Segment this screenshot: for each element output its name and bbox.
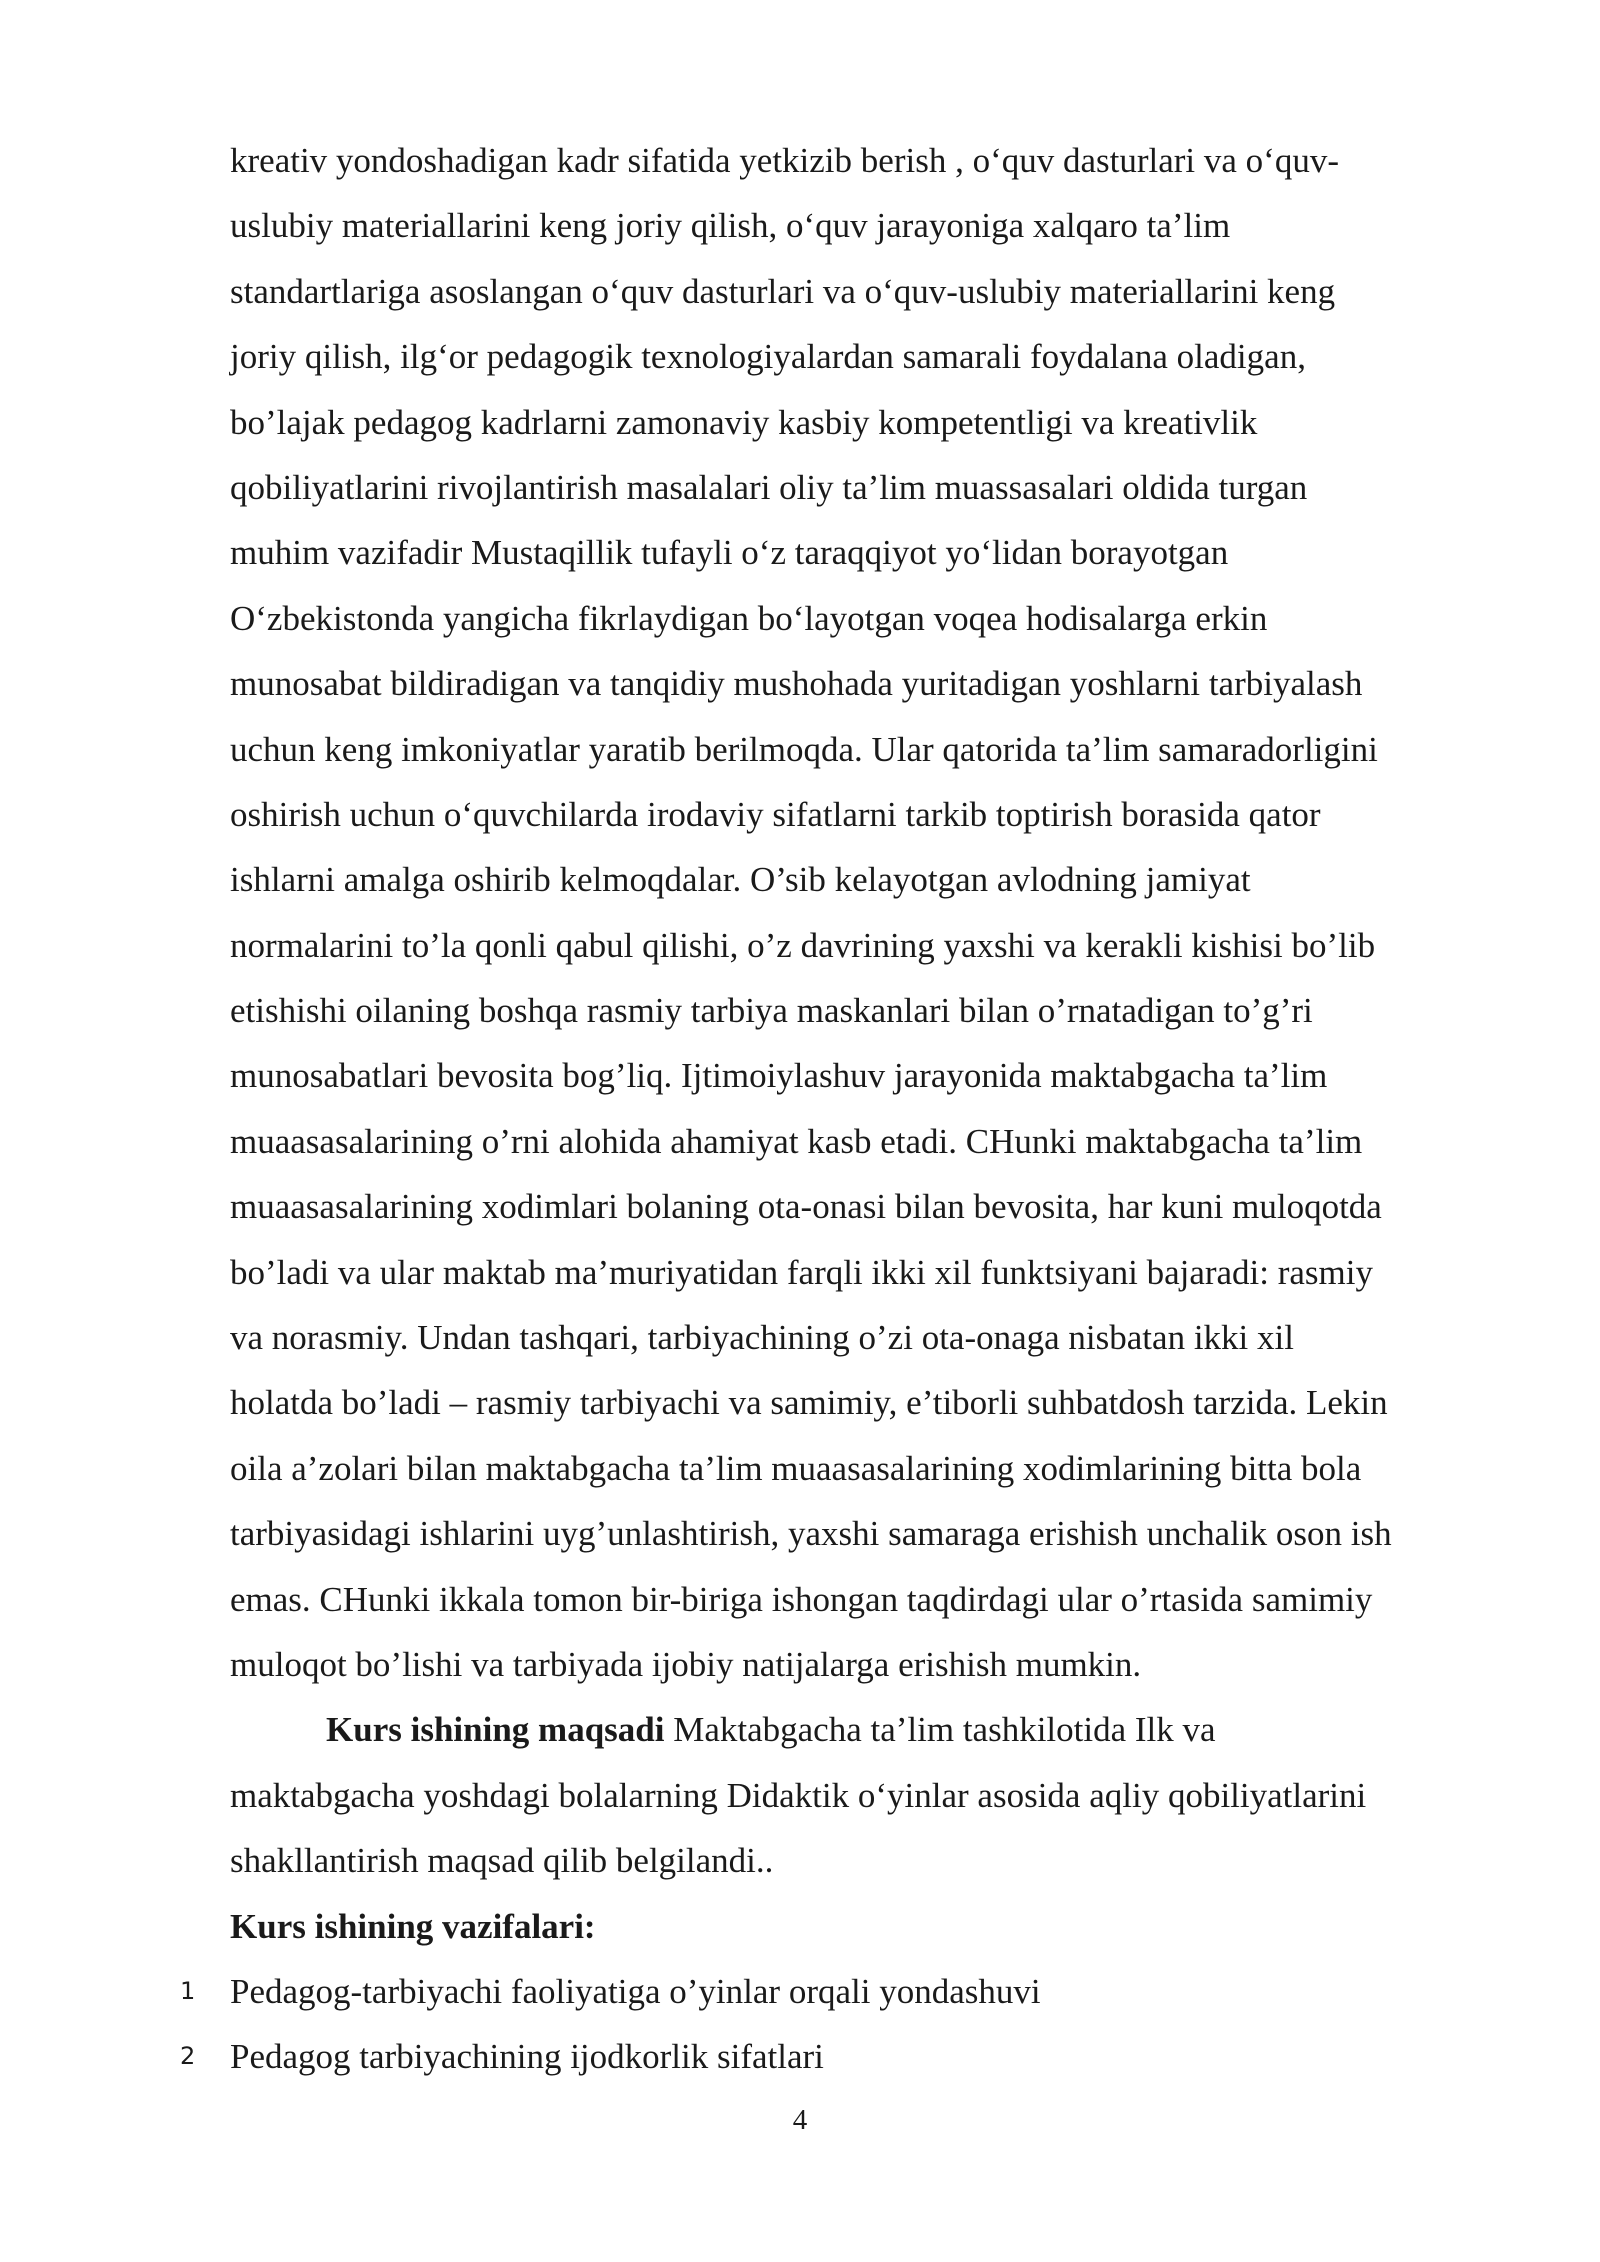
list-item-number: 1 [180,1976,196,2005]
list-item [180,1959,1490,2024]
tasks-heading: Kurs ishining vazifalari: [230,1906,596,1946]
paragraph-line: O‘zbekistonda yangicha fikrlaydigan bo‘layotgan voqea hodisalarga erkin [230,598,1268,638]
paragraph-line: joriy qilish, ilg‘or pedagogik texnologiyalardan samarali foydalana oladigan, [230,337,1306,377]
list-item-text: Pedagog tarbiyachining ijodkorlik sifatlari [230,2037,824,2077]
paragraph-line: standartlariga asoslangan o‘quv dasturlari va o‘quv-uslubiy materiallarini keng [230,271,1336,311]
goal-line: maktabgacha yoshdagi bolalarning Didaktik o‘yinlar asosida aqliy qobiliyatlarini [230,1775,1367,1815]
list-item-number: 2 [180,2042,196,2071]
paragraph-line: bo’lajak pedagog kadrlarni zamonaviy kasbiy kompetentligi va kreativlik [230,402,1258,442]
paragraph-line: oila a’zolari bilan maktabgacha ta’lim muaasasalarining xodimlarining bitta bola [230,1448,1362,1488]
paragraph-line: muaasasalarining xodimlari bolaning ota-onasi bilan bevosita, har kuni muloqotda [230,1187,1382,1227]
paragraph-line: holatda bo’ladi – rasmiy tarbiyachi va samimiy, e’tiborli suhbatdosh tarzida. Lekin [230,1383,1388,1423]
paragraph-line: ishlarni amalga oshirib kelmoqdalar. O’sib kelayotgan avlodning jamiyat [230,860,1251,900]
list-item-text: Pedagog-tarbiyachi faoliyatiga o’yinlar orqali yondashuvi [230,1971,1041,2011]
goal-paragraph [230,1697,1490,1893]
paragraph-line: emas. CHunki ikkala tomon bir-biriga ishongan taqdirdagi ular o’rtasida samimiy [230,1579,1373,1619]
paragraph-line: qobiliyatlarini rivojlantirish masalalari oliy ta’lim muassasalari oldida turgan [230,467,1308,507]
paragraph-line: normalarini to’la qonli qabul qilishi, o’z davrining yaxshi va kerakli kishisi bo’lib [230,925,1376,965]
paragraph-line: muloqot bo’lishi va tarbiyada ijobiy natijalarga erishish mumkin. [230,1644,1142,1684]
paragraph-line: kreativ yondoshadigan kadr sifatida yetkizib berish , o‘quv dasturlari va o‘quv- [230,141,1339,180]
paragraph-line: etishishi oilaning boshqa rasmiy tarbiya maskanlari bilan o’rnatadigan to’g’ri [230,991,1313,1031]
paragraph-line: uchun keng imkoniyatlar yaratib berilmoqda. Ular qatorida ta’lim samaradorligini [230,729,1378,769]
paragraph-line: va norasmiy. Undan tashqari, tarbiyachining o’zi ota-onaga nisbatan ikki xil [230,1318,1294,1358]
goal-text: Maktabgacha ta’lim tashkilotida Ilk va [664,1710,1216,1750]
paragraph-line: uslubiy materiallarini keng joriy qilish, o‘quv jarayoniga xalqaro ta’lim [230,206,1231,246]
main-paragraph [230,128,1490,1697]
document-body [180,128,1490,2090]
list-item [180,2024,1490,2089]
page-number: 4 [792,2104,808,2136]
paragraph-line: munosabat bildiradigan va tanqidiy mushohada yuritadigan yoshlarni tarbiyalash [230,664,1363,704]
goal-label: Kurs ishining maqsadi [326,1710,665,1750]
paragraph-line: tarbiyasidagi ishlarini uyg’unlashtirish, yaxshi samaraga erishish unchalik oson ish [230,1514,1392,1554]
goal-first-line [230,1697,1490,1762]
paragraph-line: muhim vazifadir Mustaqillik tufayli o‘z taraqqiyot yo‘lidan borayotgan [230,533,1229,573]
paragraph-line: bo’ladi va ular maktab ma’muriyatidan farqli ikki xil funktsiyani bajaradi: rasmiy [230,1252,1374,1292]
paragraph-line: munosabatlari bevosita bog’liq. Ijtimoiylashuv jarayonida maktabgacha ta’lim [230,1056,1328,1096]
paragraph-line: muaasasalarining o’rni alohida ahamiyat kasb etadi. CHunki maktabgacha ta’lim [230,1121,1363,1161]
paragraph-line: oshirish uchun o‘quvchilarda irodaviy sifatlarni tarkib toptirish borasida qator [230,794,1321,834]
tasks-list [180,1959,1490,2090]
goal-line: shakllantirish maqsad qilib belgilandi.. [230,1841,774,1881]
